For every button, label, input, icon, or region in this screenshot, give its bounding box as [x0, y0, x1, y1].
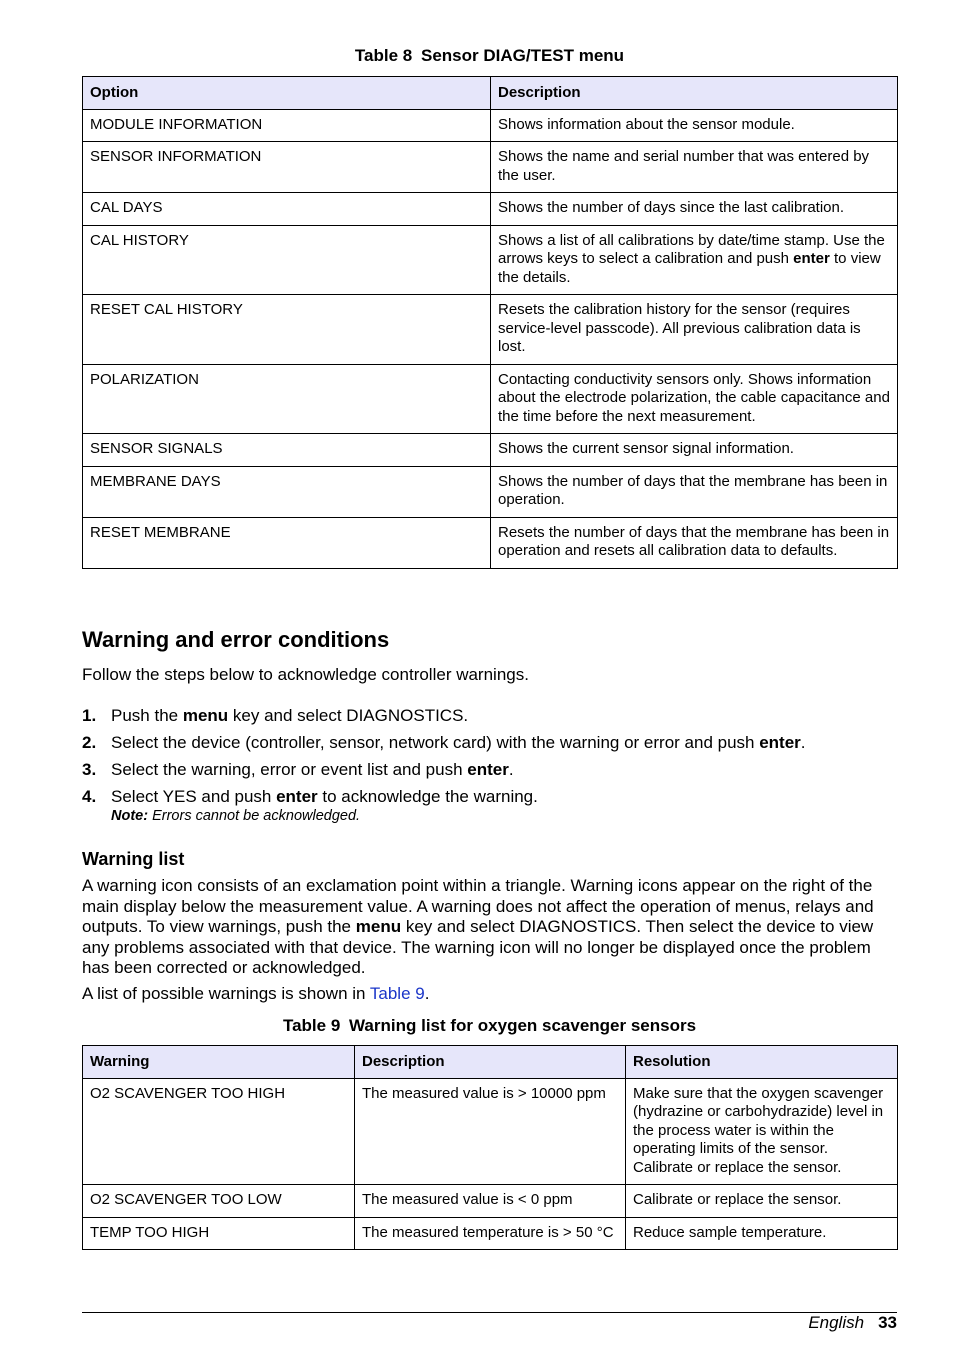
paragraph-text: key and select DIAGNOSTICS. Then select the device to view any problems associated with that device. The warning icon will no longer be displayed once the problem has been corrected or acknowledged. [82, 917, 874, 977]
step-text: Push the [111, 706, 183, 725]
step-number: 2. [82, 733, 97, 752]
step-text: key and select DIAGNOSTICS. [228, 706, 469, 725]
table-row [83, 1217, 898, 1250]
table9-header-resolution: Resolution [626, 1046, 898, 1079]
table9-warning-cell: O2 SCAVENGER TOO LOW [83, 1185, 355, 1218]
table8-description-cell: Shows information about the sensor module. [491, 109, 898, 142]
description-text: Shows a list of all calibrations by date/time stamp. Use the arrows keys to select a calibration and push [498, 231, 885, 267]
table-row [83, 1185, 898, 1218]
table8 [82, 76, 898, 569]
table-row [83, 225, 898, 295]
table8-option-cell: RESET CAL HISTORY [83, 295, 491, 365]
note-text: Errors cannot be acknowledged. [148, 808, 361, 824]
table-row [83, 1078, 898, 1185]
table-reference-line [82, 984, 897, 1005]
table9-description-cell: The measured value is < 0 ppm [355, 1185, 626, 1218]
table8-description-cell: Resets the calibration history for the sensor (requires service-level passcode). All previous calibration data is lost. [491, 295, 898, 365]
table9-description-cell: The measured temperature is > 50 °C [355, 1217, 626, 1250]
table8-option-cell: CAL DAYS [83, 193, 491, 226]
table9-header-description: Description [355, 1046, 626, 1079]
section-intro: Follow the steps below to acknowledge controller warnings. [82, 665, 529, 684]
table8-description-cell: Resets the number of days that the membrane has been in operation and resets all calibration data to defaults. [491, 517, 898, 568]
table9-caption-title: Warning list for oxygen scavenger sensors [349, 1016, 697, 1035]
table8-description-cell [491, 225, 898, 295]
table8-caption [82, 46, 897, 66]
table8-header-row [83, 77, 898, 110]
table8-description-cell: Shows the current sensor signal information. [491, 434, 898, 467]
page-footer [808, 1313, 897, 1333]
table-row [83, 142, 898, 193]
table8-caption-number: Table 8 [354, 46, 413, 65]
table8-description-cell: Shows the number of days since the last calibration. [491, 193, 898, 226]
table9-resolution-cell: Make sure that the oxygen scavenger (hydrazine or carbohydrazide) level in the process water is within the operating limits of the sensor. Calibrate or replace the sensor. [626, 1078, 898, 1185]
table-row [83, 364, 898, 434]
table8-option-cell: RESET MEMBRANE [83, 517, 491, 568]
table8-header-option: Option [83, 77, 491, 110]
table9-header-warning: Warning [83, 1046, 355, 1079]
description-text: to view the details. [498, 250, 881, 286]
table9-caption [82, 1016, 897, 1036]
step-key-text: enter [276, 787, 318, 806]
step-number: 1. [82, 706, 97, 725]
table8-option-cell: CAL HISTORY [83, 225, 491, 295]
table8-description-cell: Shows the number of days that the membrane has been in operation. [491, 466, 898, 517]
step-key-text: menu [182, 706, 229, 725]
table9-description-cell: The measured value is > 10000 ppm [355, 1078, 626, 1185]
step-number: 3. [82, 760, 97, 779]
table8-option-cell: SENSOR SIGNALS [83, 434, 491, 467]
table8-description-cell: Shows the name and serial number that was entered by the user. [491, 142, 898, 193]
step-text: . [800, 733, 806, 752]
table9-caption-number: Table 9 [282, 1016, 341, 1035]
reference-text: . [424, 984, 430, 1003]
list-item [82, 760, 897, 780]
table8-option-cell: POLARIZATION [83, 364, 491, 434]
steps-list [82, 706, 897, 825]
table-row [83, 434, 898, 467]
warning-list-paragraph [82, 876, 897, 979]
note-label: Note: [111, 808, 149, 824]
list-item [82, 733, 897, 753]
step-text: . [508, 760, 514, 779]
list-item [82, 787, 897, 825]
step-key-text: enter [759, 733, 801, 752]
table9-header-row [83, 1046, 898, 1079]
table8-description-cell: Contacting conductivity sensors only. Shows information about the electrode polarization, the cable capacitance and the time before the next measurement. [491, 364, 898, 434]
table-row [83, 466, 898, 517]
table8-option-cell: MODULE INFORMATION [83, 109, 491, 142]
step-text: Select YES and push [111, 787, 277, 806]
table9-warning-cell: TEMP TOO HIGH [83, 1217, 355, 1250]
step-note [111, 807, 897, 825]
table8-option-cell: MEMBRANE DAYS [83, 466, 491, 517]
footer-divider [82, 1312, 897, 1313]
step-text: Select the warning, error or event list and push [111, 760, 468, 779]
reference-text: A list of possible warnings is shown in [82, 984, 370, 1003]
step-number: 4. [82, 787, 97, 806]
section-title: Warning and error conditions [82, 627, 390, 652]
page-number: 33 [878, 1313, 897, 1332]
enter-key-text: enter [793, 250, 830, 267]
step-text: to acknowledge the warning. [317, 787, 538, 806]
step-text: Select the device (controller, sensor, network card) with the warning or error and push [111, 733, 760, 752]
menu-key-text: menu [355, 917, 402, 936]
table9-link[interactable]: Table 9 [369, 984, 425, 1003]
table-row [83, 109, 898, 142]
warning-list-title: Warning list [82, 849, 185, 869]
table-row [83, 295, 898, 365]
table8-header-description: Description [491, 77, 898, 110]
footer-language: English [808, 1313, 865, 1332]
table8-option-cell: SENSOR INFORMATION [83, 142, 491, 193]
table-row [83, 193, 898, 226]
table9-warning-cell: O2 SCAVENGER TOO HIGH [83, 1078, 355, 1185]
table8-caption-title: Sensor DIAG/TEST menu [420, 46, 625, 65]
table-row [83, 517, 898, 568]
table9 [82, 1045, 898, 1250]
list-item [82, 706, 897, 726]
table9-resolution-cell: Calibrate or replace the sensor. [626, 1185, 898, 1218]
paragraph-text: A warning icon consists of an exclamation point within a triangle. Warning icons appear on the right of the main display below the measurement value. A warning does not affect the operation of menus, relays and outputs. To view warnings, push the [82, 876, 874, 936]
step-key-text: enter [467, 760, 509, 779]
table9-resolution-cell: Reduce sample temperature. [626, 1217, 898, 1250]
